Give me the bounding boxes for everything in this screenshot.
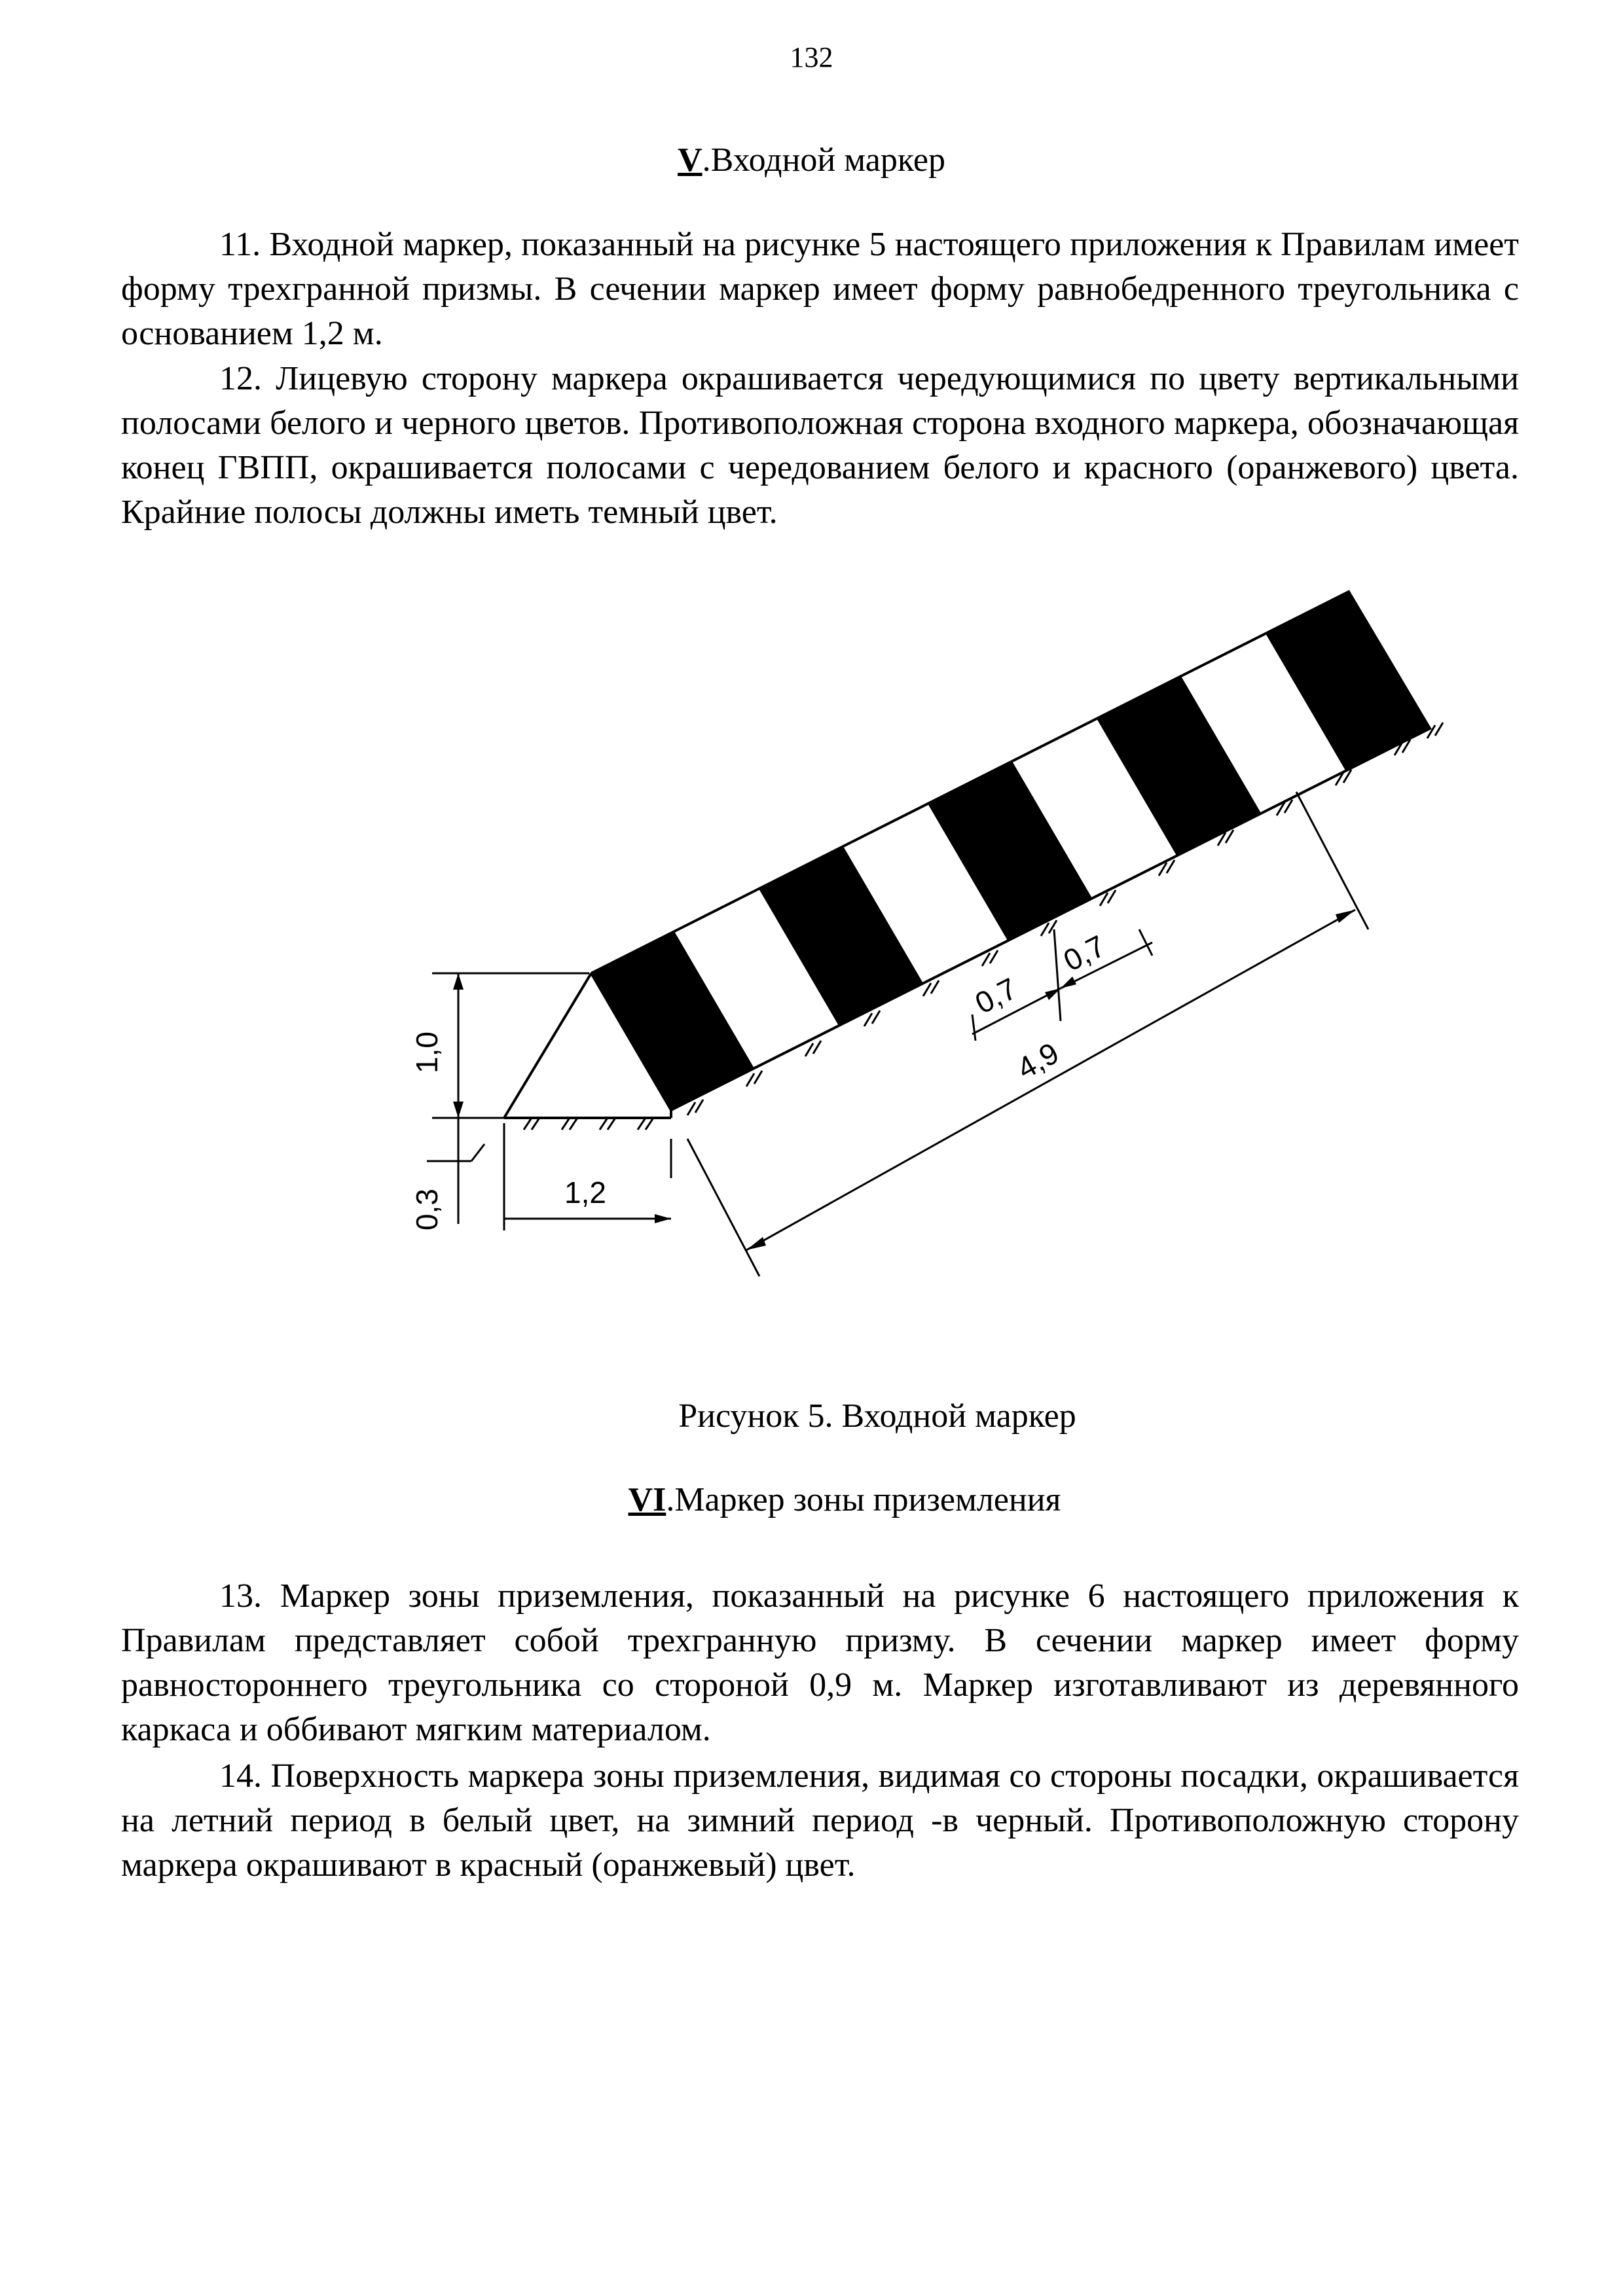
section-6-heading: VI.Маркер зоны приземления bbox=[628, 1481, 1061, 1518]
section-5-heading: V.Входной маркер bbox=[678, 141, 945, 179]
dim-height-label: 1,0 bbox=[410, 1031, 444, 1073]
paragraph-11: 11. Входной маркер, показанный на рисунке 5 настоящего приложения к Правилам имеет форму трехгранной призмы. В сечении маркер имеет форму равнобедренного треугольника с основанием 1,2 м. bbox=[121, 226, 1519, 352]
dim-below-label: 0,3 bbox=[410, 1189, 444, 1230]
paragraph-12: 12. Лицевую сторону маркера окрашивается чередующимися по цвету вертикальными полосами белого и черного цветов. Противоположная сторона входного маркера, обозначающая конец ГВПП, окрашивается полосами с чередованием белого и красного (оранжевого) цвета. Крайние полосы должны иметь темный цвет. bbox=[121, 360, 1519, 531]
figure-5-caption: Рисунок 5. Входной маркер bbox=[678, 1397, 1076, 1435]
section-5-numeral: V bbox=[678, 141, 702, 179]
dim-stripe-b-label: 0,7 bbox=[1057, 928, 1111, 978]
paragraph-14: 14. Поверхность маркера зоны приземления, видимая со стороны посадки, окрашивается на летний период в белый цвет, на зимний период -в черный. Противоположную сторону маркера окрашивают в красный (оранжевый) цвет. bbox=[121, 1757, 1519, 1884]
dim-stripe-a-label: 0,7 bbox=[969, 971, 1023, 1020]
section-6-title: Маркер зоны приземления bbox=[674, 1481, 1061, 1518]
dim-length-label: 4,9 bbox=[1011, 1035, 1065, 1086]
paragraph-13: 13. Маркер зоны приземления, показанный на рисунке 6 настоящего приложения к Правилам представляет собой трехгранную призму. В сечении маркер имеет форму равностороннего треугольника со стороной 0,9 м. Маркер изготавливают из деревянного каркаса и оббивают мягким материалом. bbox=[121, 1577, 1519, 1748]
marker-stripes bbox=[591, 592, 1430, 1110]
section-5-title: Входной маркер bbox=[710, 141, 945, 179]
dim-base-label: 1,2 bbox=[564, 1175, 606, 1210]
section-6-numeral: VI bbox=[628, 1481, 666, 1518]
page-number: 132 bbox=[790, 41, 833, 73]
